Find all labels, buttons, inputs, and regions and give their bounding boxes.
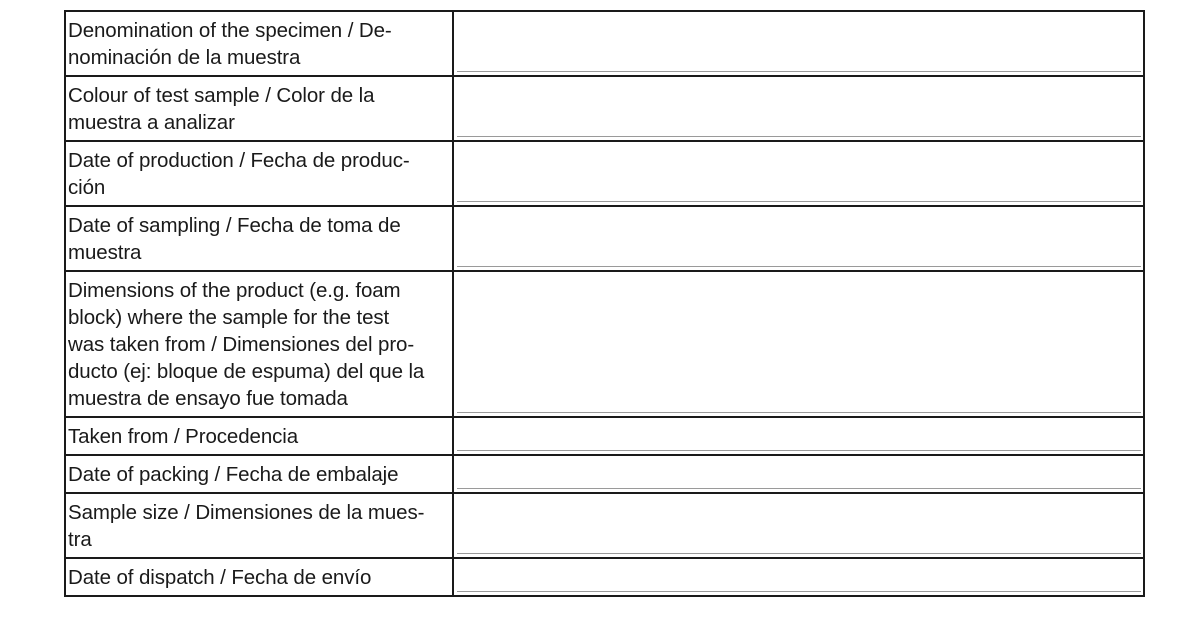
field-label-denomination: Denomination of the specimen / De- nominación de la muestra xyxy=(66,12,454,75)
field-value-taken-from[interactable] xyxy=(454,418,1143,454)
fill-line xyxy=(457,201,1141,202)
field-label-sample-size: Sample size / Dimensiones de la mues- tra xyxy=(66,494,454,557)
field-label-colour: Colour of test sample / Color de la muestra a analizar xyxy=(66,77,454,140)
form-row-date-of-production xyxy=(66,142,1143,207)
field-label-date-of-dispatch: Date of dispatch / Fecha de envío xyxy=(66,559,454,595)
form-row-product-dimensions xyxy=(66,272,1143,418)
form-row-date-of-sampling xyxy=(66,207,1143,272)
field-value-date-of-sampling[interactable] xyxy=(454,207,1143,270)
field-value-date-of-packing[interactable] xyxy=(454,456,1143,492)
field-label-date-of-production: Date of production / Fecha de produc- ción xyxy=(66,142,454,205)
form-row-denomination xyxy=(66,12,1143,77)
form-row-taken-from xyxy=(66,418,1143,456)
fill-line xyxy=(457,488,1141,489)
field-value-sample-size[interactable] xyxy=(454,494,1143,557)
form-row-date-of-dispatch xyxy=(66,559,1143,595)
form-row-sample-size xyxy=(66,494,1143,559)
form-row-colour xyxy=(66,77,1143,142)
field-value-denomination[interactable] xyxy=(454,12,1143,75)
field-label-date-of-sampling: Date of sampling / Fecha de toma de muestra xyxy=(66,207,454,270)
fill-line xyxy=(457,71,1141,72)
fill-line xyxy=(457,450,1141,451)
form-row-date-of-packing xyxy=(66,456,1143,494)
fill-line xyxy=(457,412,1141,413)
field-label-product-dimensions: Dimensions of the product (e.g. foam block) where the sample for the test was taken from / Dimensiones del pro- ducto (ej: bloque de espuma) del que la muestra de ensayo fue tomada xyxy=(66,272,454,416)
field-value-date-of-dispatch[interactable] xyxy=(454,559,1143,595)
fill-line xyxy=(457,136,1141,137)
field-value-product-dimensions[interactable] xyxy=(454,272,1143,416)
fill-line xyxy=(457,266,1141,267)
fill-line xyxy=(457,553,1141,554)
fill-line xyxy=(457,591,1141,592)
sample-info-form xyxy=(64,10,1145,597)
field-value-date-of-production[interactable] xyxy=(454,142,1143,205)
field-label-taken-from: Taken from / Procedencia xyxy=(66,418,454,454)
field-label-date-of-packing: Date of packing / Fecha de embalaje xyxy=(66,456,454,492)
field-value-colour[interactable] xyxy=(454,77,1143,140)
